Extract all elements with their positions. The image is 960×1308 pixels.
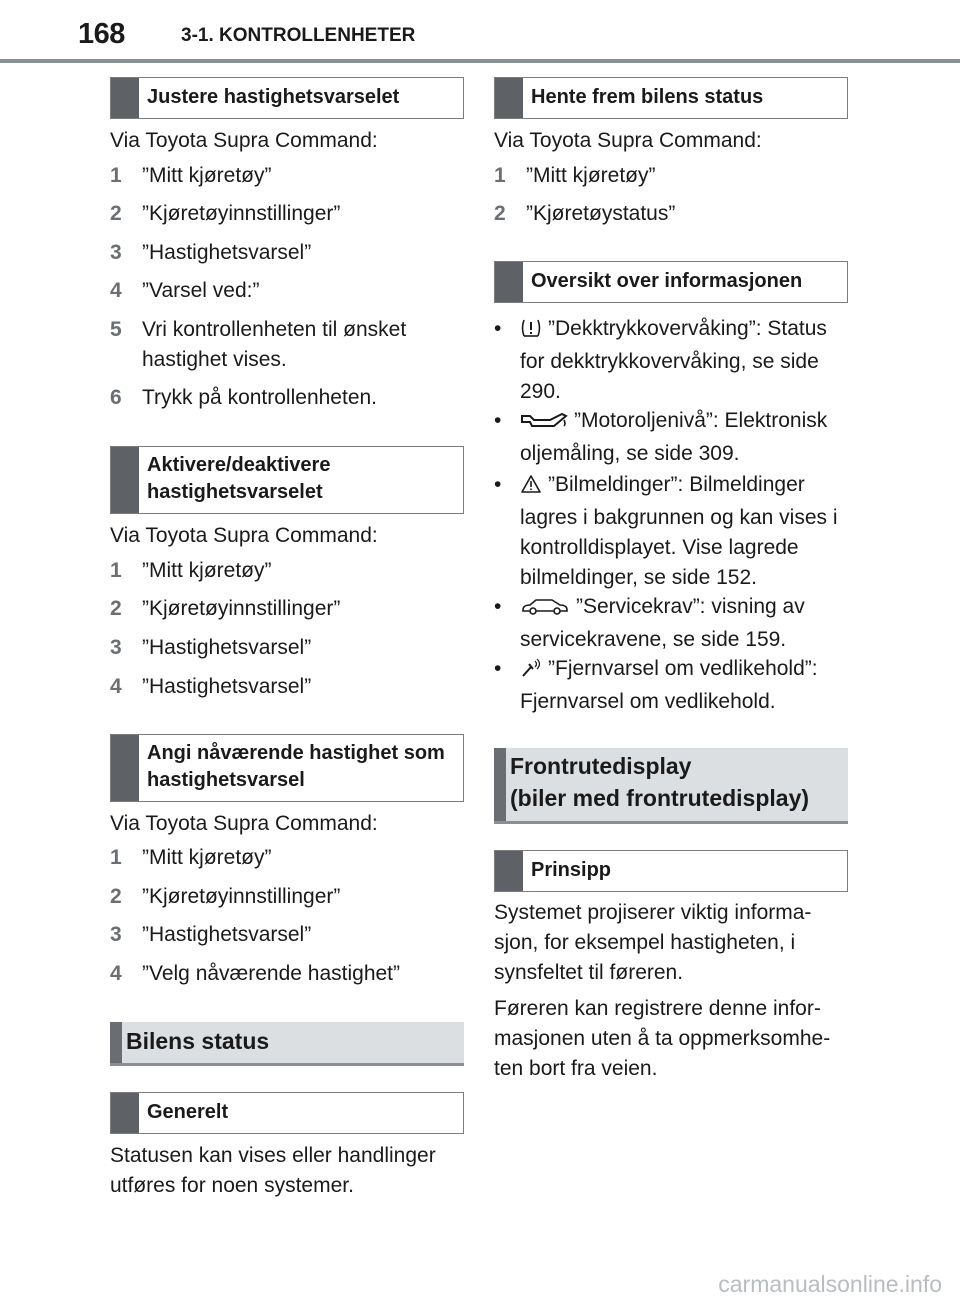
chapter-heading-vehicle-status <box>110 1022 464 1066</box>
section-heading-overview <box>494 261 848 303</box>
car-service-icon <box>520 595 570 625</box>
header-divider <box>0 59 960 63</box>
section-heading-set-current-speed <box>110 734 464 802</box>
section-title: Hente frem bilens status <box>531 86 764 108</box>
chapter-title: 3-1. KONTROLLENHETER <box>181 25 416 46</box>
watermark: carmanualsonline.info <box>718 1271 942 1297</box>
section-heading-toggle-speed-warning <box>110 446 464 514</box>
section-title: Oversikt over informasjonen <box>531 270 803 292</box>
intro-text: Via Toyota Supra Command: <box>110 524 378 547</box>
heading-bar <box>495 78 523 118</box>
heading-bar <box>111 735 139 801</box>
chapter-heading-head-up-display <box>494 748 848 824</box>
oil-level-icon <box>520 409 568 439</box>
section-title: Justere hastighetsvarselet <box>147 86 400 108</box>
intro-text: Via Toyota Supra Command: <box>110 129 378 152</box>
page-number: 168 <box>78 18 125 50</box>
section-heading-retrieve-status <box>494 77 848 119</box>
heading-bar <box>495 851 523 891</box>
intro-text: Via Toyota Supra Command: <box>110 812 378 835</box>
heading-bar <box>111 447 139 513</box>
intro-text: Via Toyota Supra Command: <box>494 129 762 152</box>
page-header <box>0 0 960 64</box>
section-title: Bilens status <box>126 1028 270 1054</box>
heading-bar <box>111 1093 139 1133</box>
section-title: Prinsipp <box>531 859 612 881</box>
section-title: Generelt <box>147 1101 229 1123</box>
section-heading-principle <box>494 850 848 892</box>
body-text: Statusen kan vises eller handlinger utføres for noen systemer. <box>110 1144 436 1197</box>
section-title: Angi nåværende hastighet som hastighetsvarsel <box>147 742 445 791</box>
warning-triangle-icon <box>520 473 542 503</box>
section-heading-adjust-speed-warning <box>110 77 464 119</box>
remote-service-icon <box>520 657 542 687</box>
section-title: Frontrutedisplay (biler med frontrutedisplay) <box>510 753 810 811</box>
section-heading-general <box>110 1092 464 1134</box>
body-text: Systemet projiserer viktig informa-sjon, for eksempel hastigheten, i synsfeltet til føreren. <box>494 901 812 984</box>
heading-bar <box>111 78 139 118</box>
heading-bar <box>494 748 506 821</box>
tire-pressure-icon <box>520 317 542 347</box>
heading-bar <box>495 262 523 302</box>
heading-bar <box>110 1022 122 1063</box>
section-title: Aktivere/deaktivere hastighetsvarselet <box>147 454 331 503</box>
body-text: Føreren kan registrere denne infor-masjonen uten å ta oppmerksomhe-ten bort fra veien. <box>494 997 831 1080</box>
